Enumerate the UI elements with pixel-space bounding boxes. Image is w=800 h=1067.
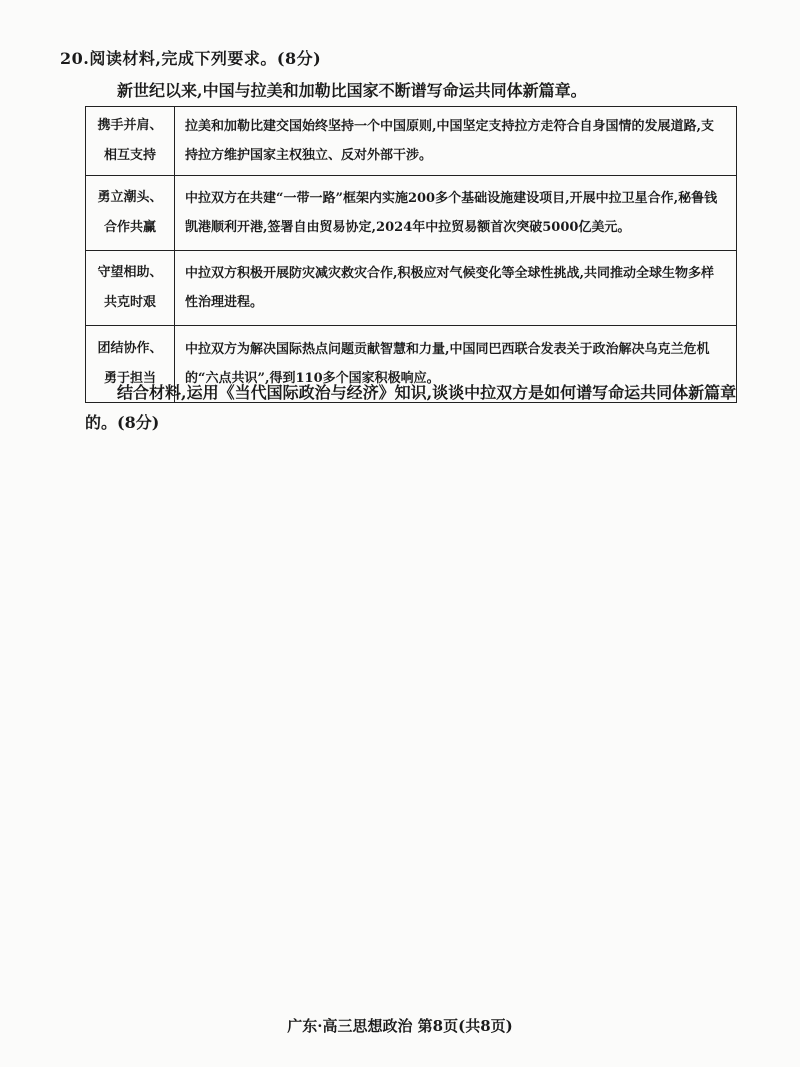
row-label-line: 相互支持	[103, 148, 156, 163]
row-label-line: 共克时艰	[103, 295, 156, 310]
row-label	[86, 176, 175, 251]
question-prompt: 结合材料,运用《当代国际政治与经济》知识,谈谈中拉双方是如何谱写命运共同体新篇章的。(8分)	[85, 383, 737, 432]
row-label-line: 勇于担当	[103, 371, 156, 386]
row-content: 中拉双方为解决国际热点问题贡献智慧和力量,中国同巴西联合发表关于政治解决乌克兰危机的“六点共识”,得到110多个国家积极响应。	[175, 326, 737, 403]
row-label-line: 守望相助、	[97, 265, 163, 280]
row-content: 拉美和加勒比建交国始终坚持一个中国原则,中国坚定支持拉方走符合自身国情的发展道路,支持拉方维护国家主权独立、反对外部干涉。	[175, 107, 737, 176]
row-label-line: 团结协作、	[97, 341, 163, 356]
question-intro: 新世纪以来,中国与拉美和加勒比国家不断谱写命运共同体新篇章。	[117, 81, 587, 100]
row-label	[86, 251, 175, 326]
row-label-line: 携手并肩、	[97, 118, 163, 133]
question-title: 20.阅读材料,完成下列要求。(8分)	[60, 49, 322, 68]
table-row	[86, 251, 737, 326]
table-row	[86, 107, 737, 176]
material-table	[85, 106, 737, 403]
row-content: 中拉双方在共建“一带一路”框架内实施200多个基础设施建设项目,开展中拉卫星合作,秘鲁钱凯港顺利开港,签署自由贸易协定,2024年中拉贸易额首次突破5000亿美元。	[175, 176, 737, 251]
row-label-line: 勇立潮头、	[97, 190, 163, 205]
page-footer: 广东·高三思想政治 第8页(共8页)	[287, 1017, 513, 1035]
row-label-line: 合作共赢	[103, 220, 156, 235]
table-row	[86, 176, 737, 251]
row-content: 中拉双方积极开展防灾减灾救灾合作,积极应对气候变化等全球性挑战,共同推动全球生物多样性治理进程。	[175, 251, 737, 326]
row-label	[86, 107, 175, 176]
